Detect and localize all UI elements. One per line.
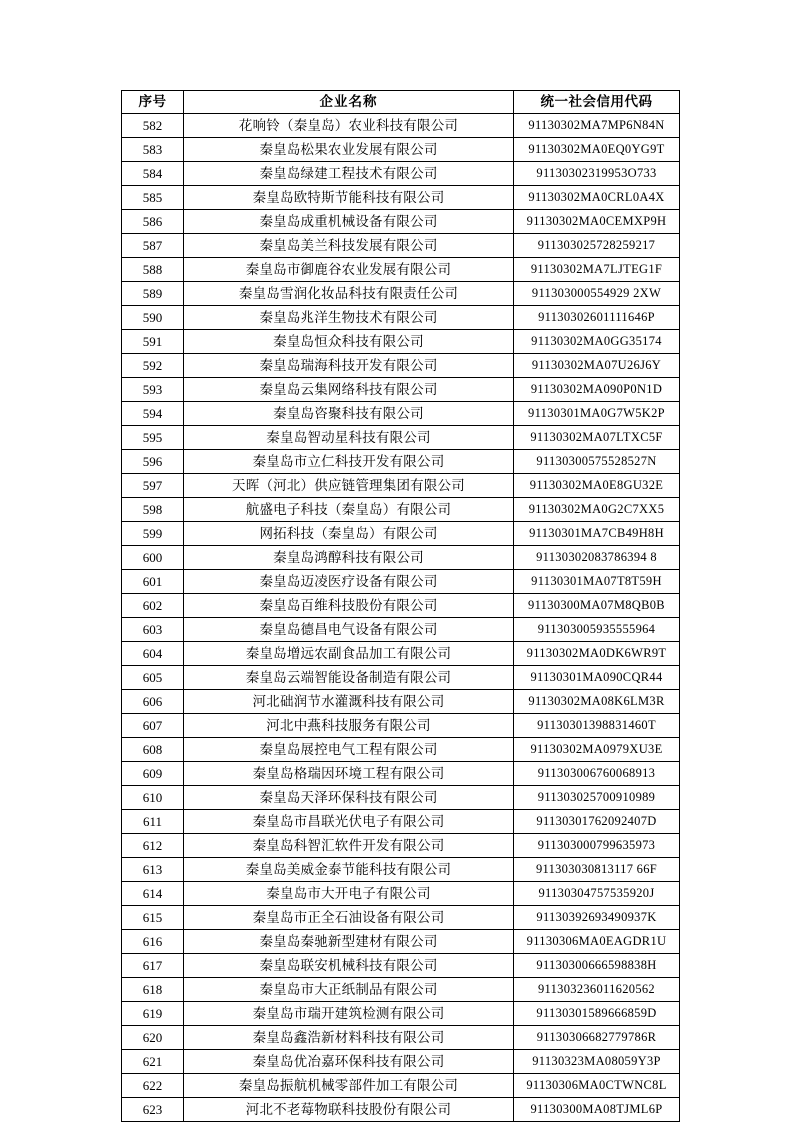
cell-credit-code: 91130302MA0CRL0A4X (514, 186, 680, 210)
table-row (122, 786, 680, 810)
table-row (122, 162, 680, 186)
cell-credit-code: 91130302MA0GG35174 (514, 330, 680, 354)
cell-index: 605 (122, 666, 184, 690)
cell-enterprise-name: 秦皇岛百维科技股份有限公司 (184, 594, 514, 618)
table-row (122, 906, 680, 930)
cell-credit-code: 91130301MA090CQR44 (514, 666, 680, 690)
cell-index: 583 (122, 138, 184, 162)
cell-index: 589 (122, 282, 184, 306)
cell-index: 609 (122, 762, 184, 786)
cell-credit-code: 911303000554929 2XW (514, 282, 680, 306)
cell-credit-code: 91130302319953O733 (514, 162, 680, 186)
cell-credit-code: 91130300MA08TJML6P (514, 1098, 680, 1122)
cell-credit-code: 91130301MA7CB49H8H (514, 522, 680, 546)
cell-credit-code: 91130301398831460T (514, 714, 680, 738)
cell-credit-code: 91130302MA090P0N1D (514, 378, 680, 402)
table-row (122, 666, 680, 690)
cell-enterprise-name: 河北不老莓物联科技股份有限公司 (184, 1098, 514, 1122)
cell-credit-code: 91130304757535920J (514, 882, 680, 906)
table-row (122, 426, 680, 450)
cell-index: 607 (122, 714, 184, 738)
cell-index: 606 (122, 690, 184, 714)
cell-index: 623 (122, 1098, 184, 1122)
cell-credit-code: 91130301MA0G7W5K2P (514, 402, 680, 426)
cell-credit-code: 91130302MA0EQ0YG9T (514, 138, 680, 162)
cell-index: 621 (122, 1050, 184, 1074)
table-row (122, 618, 680, 642)
table-row (122, 810, 680, 834)
table-row (122, 186, 680, 210)
cell-credit-code: 911303025700910989 (514, 786, 680, 810)
cell-enterprise-name: 秦皇岛美威金泰节能科技有限公司 (184, 858, 514, 882)
cell-enterprise-name: 秦皇岛优冶嘉环保科技有限公司 (184, 1050, 514, 1074)
table-row (122, 738, 680, 762)
table-row (122, 690, 680, 714)
table-row (122, 1002, 680, 1026)
cell-enterprise-name: 秦皇岛德昌电气设备有限公司 (184, 618, 514, 642)
cell-index: 597 (122, 474, 184, 498)
table-row (122, 402, 680, 426)
table-row (122, 546, 680, 570)
table-row (122, 762, 680, 786)
table-row (122, 1098, 680, 1122)
cell-enterprise-name: 秦皇岛科智汇软件开发有限公司 (184, 834, 514, 858)
cell-enterprise-name: 天晖（河北）供应链管理集团有限公司 (184, 474, 514, 498)
table-row (122, 234, 680, 258)
cell-index: 622 (122, 1074, 184, 1098)
cell-credit-code: 911303006760068913 (514, 762, 680, 786)
cell-index: 615 (122, 906, 184, 930)
table-row (122, 498, 680, 522)
cell-enterprise-name: 网拓科技（秦皇岛）有限公司 (184, 522, 514, 546)
cell-enterprise-name: 秦皇岛格瑞因环境工程有限公司 (184, 762, 514, 786)
table-row (122, 114, 680, 138)
table-body (122, 114, 680, 1122)
cell-enterprise-name: 秦皇岛成重机械设备有限公司 (184, 210, 514, 234)
table-row (122, 450, 680, 474)
cell-credit-code: 911303236011620562 (514, 978, 680, 1002)
cell-index: 600 (122, 546, 184, 570)
cell-enterprise-name: 河北础润节水灌溉科技有限公司 (184, 690, 514, 714)
enterprise-table-container (121, 90, 679, 1122)
table-row (122, 954, 680, 978)
cell-enterprise-name: 秦皇岛市御鹿谷农业发展有限公司 (184, 258, 514, 282)
cell-enterprise-name: 秦皇岛兆洋生物技术有限公司 (184, 306, 514, 330)
cell-index: 590 (122, 306, 184, 330)
cell-index: 592 (122, 354, 184, 378)
table-row (122, 714, 680, 738)
cell-credit-code: 911303030813117 66F (514, 858, 680, 882)
cell-credit-code: 91130300575528527N (514, 450, 680, 474)
cell-credit-code: 91130302MA0G2C7XX5 (514, 498, 680, 522)
table-header (122, 91, 680, 114)
cell-index: 584 (122, 162, 184, 186)
table-row (122, 1074, 680, 1098)
cell-enterprise-name: 秦皇岛鑫浩新材料科技有限公司 (184, 1026, 514, 1050)
table-row (122, 138, 680, 162)
table-row (122, 378, 680, 402)
cell-credit-code: 91130302MA08K6LM3R (514, 690, 680, 714)
cell-enterprise-name: 秦皇岛增远农副食品加工有限公司 (184, 642, 514, 666)
cell-index: 594 (122, 402, 184, 426)
cell-index: 582 (122, 114, 184, 138)
cell-index: 602 (122, 594, 184, 618)
cell-index: 598 (122, 498, 184, 522)
cell-enterprise-name: 秦皇岛智动星科技有限公司 (184, 426, 514, 450)
table-row (122, 282, 680, 306)
table-row (122, 306, 680, 330)
cell-credit-code: 91130302601111646P (514, 306, 680, 330)
cell-index: 613 (122, 858, 184, 882)
table-row (122, 858, 680, 882)
cell-credit-code: 911303025728259217 (514, 234, 680, 258)
cell-credit-code: 91130306682779786R (514, 1026, 680, 1050)
cell-credit-code: 91130306MA0CTWNC8L (514, 1074, 680, 1098)
cell-enterprise-name: 秦皇岛鸿醇科技有限公司 (184, 546, 514, 570)
cell-enterprise-name: 秦皇岛雪润化妆品科技有限责任公司 (184, 282, 514, 306)
cell-index: 603 (122, 618, 184, 642)
cell-enterprise-name: 秦皇岛秦驰新型建材有限公司 (184, 930, 514, 954)
cell-index: 608 (122, 738, 184, 762)
table-row (122, 570, 680, 594)
table-row (122, 258, 680, 282)
cell-credit-code: 91130301MA07T8T59H (514, 570, 680, 594)
cell-enterprise-name: 秦皇岛迈凌医疗设备有限公司 (184, 570, 514, 594)
column-header-index: 序号 (122, 91, 184, 114)
table-row (122, 522, 680, 546)
cell-index: 610 (122, 786, 184, 810)
cell-enterprise-name: 秦皇岛绿建工程技术有限公司 (184, 162, 514, 186)
cell-credit-code: 91130306MA0EAGDR1U (514, 930, 680, 954)
cell-index: 599 (122, 522, 184, 546)
cell-credit-code: 91130300666598838H (514, 954, 680, 978)
column-header-enterprise-name: 企业名称 (184, 91, 514, 114)
cell-index: 604 (122, 642, 184, 666)
cell-enterprise-name: 秦皇岛市大开电子有限公司 (184, 882, 514, 906)
table-row (122, 930, 680, 954)
cell-credit-code: 91130323MA08059Y3P (514, 1050, 680, 1074)
table-row (122, 1026, 680, 1050)
cell-enterprise-name: 秦皇岛美兰科技发展有限公司 (184, 234, 514, 258)
table-row (122, 330, 680, 354)
cell-credit-code: 91130302MA0CEMXP9H (514, 210, 680, 234)
cell-credit-code: 91130300MA07M8QB0B (514, 594, 680, 618)
cell-credit-code: 91130302MA07LTXC5F (514, 426, 680, 450)
table-header-row (122, 91, 680, 114)
cell-credit-code: 91130302MA0DK6WR9T (514, 642, 680, 666)
cell-enterprise-name: 秦皇岛瑞海科技开发有限公司 (184, 354, 514, 378)
cell-index: 617 (122, 954, 184, 978)
cell-credit-code: 911303000799635973 (514, 834, 680, 858)
cell-index: 586 (122, 210, 184, 234)
cell-index: 587 (122, 234, 184, 258)
cell-enterprise-name: 秦皇岛云集网络科技有限公司 (184, 378, 514, 402)
table-row (122, 882, 680, 906)
cell-index: 596 (122, 450, 184, 474)
cell-enterprise-name: 秦皇岛云端智能设备制造有限公司 (184, 666, 514, 690)
cell-enterprise-name: 秦皇岛天泽环保科技有限公司 (184, 786, 514, 810)
cell-index: 620 (122, 1026, 184, 1050)
cell-enterprise-name: 秦皇岛展控电气工程有限公司 (184, 738, 514, 762)
cell-credit-code: 91130302MA0E8GU32E (514, 474, 680, 498)
table-row (122, 354, 680, 378)
cell-index: 593 (122, 378, 184, 402)
cell-index: 611 (122, 810, 184, 834)
cell-index: 614 (122, 882, 184, 906)
cell-credit-code: 91130302MA7LJTEG1F (514, 258, 680, 282)
cell-enterprise-name: 秦皇岛松果农业发展有限公司 (184, 138, 514, 162)
cell-index: 616 (122, 930, 184, 954)
cell-index: 585 (122, 186, 184, 210)
cell-index: 591 (122, 330, 184, 354)
cell-enterprise-name: 花响铃（秦皇岛）农业科技有限公司 (184, 114, 514, 138)
table-row (122, 642, 680, 666)
cell-enterprise-name: 秦皇岛市正全石油设备有限公司 (184, 906, 514, 930)
cell-credit-code: 91130302MA0979XU3E (514, 738, 680, 762)
cell-index: 612 (122, 834, 184, 858)
table-row (122, 1050, 680, 1074)
cell-credit-code: 911303005935555964 (514, 618, 680, 642)
cell-enterprise-name: 航盛电子科技（秦皇岛）有限公司 (184, 498, 514, 522)
cell-enterprise-name: 秦皇岛恒众科技有限公司 (184, 330, 514, 354)
cell-index: 601 (122, 570, 184, 594)
table-row (122, 834, 680, 858)
cell-credit-code: 91130392693490937K (514, 906, 680, 930)
cell-index: 588 (122, 258, 184, 282)
cell-enterprise-name: 秦皇岛市立仁科技开发有限公司 (184, 450, 514, 474)
cell-index: 618 (122, 978, 184, 1002)
cell-credit-code: 91130302MA07U26J6Y (514, 354, 680, 378)
cell-enterprise-name: 秦皇岛联安机械科技有限公司 (184, 954, 514, 978)
cell-enterprise-name: 秦皇岛市瑞开建筑检测有限公司 (184, 1002, 514, 1026)
cell-credit-code: 91130301589666859D (514, 1002, 680, 1026)
cell-enterprise-name: 秦皇岛咨聚科技有限公司 (184, 402, 514, 426)
cell-credit-code: 91130302MA7MP6N84N (514, 114, 680, 138)
table-row (122, 474, 680, 498)
cell-enterprise-name: 秦皇岛市大正纸制品有限公司 (184, 978, 514, 1002)
cell-enterprise-name: 河北中燕科技服务有限公司 (184, 714, 514, 738)
cell-enterprise-name: 秦皇岛振航机械零部件加工有限公司 (184, 1074, 514, 1098)
cell-enterprise-name: 秦皇岛市昌联光伏电子有限公司 (184, 810, 514, 834)
cell-credit-code: 91130302083786394 8 (514, 546, 680, 570)
cell-credit-code: 91130301762092407D (514, 810, 680, 834)
cell-index: 595 (122, 426, 184, 450)
column-header-credit-code: 统一社会信用代码 (514, 91, 680, 114)
table-row (122, 210, 680, 234)
table-row (122, 978, 680, 1002)
table-row (122, 594, 680, 618)
cell-index: 619 (122, 1002, 184, 1026)
enterprise-table (121, 90, 680, 1122)
cell-enterprise-name: 秦皇岛欧特斯节能科技有限公司 (184, 186, 514, 210)
